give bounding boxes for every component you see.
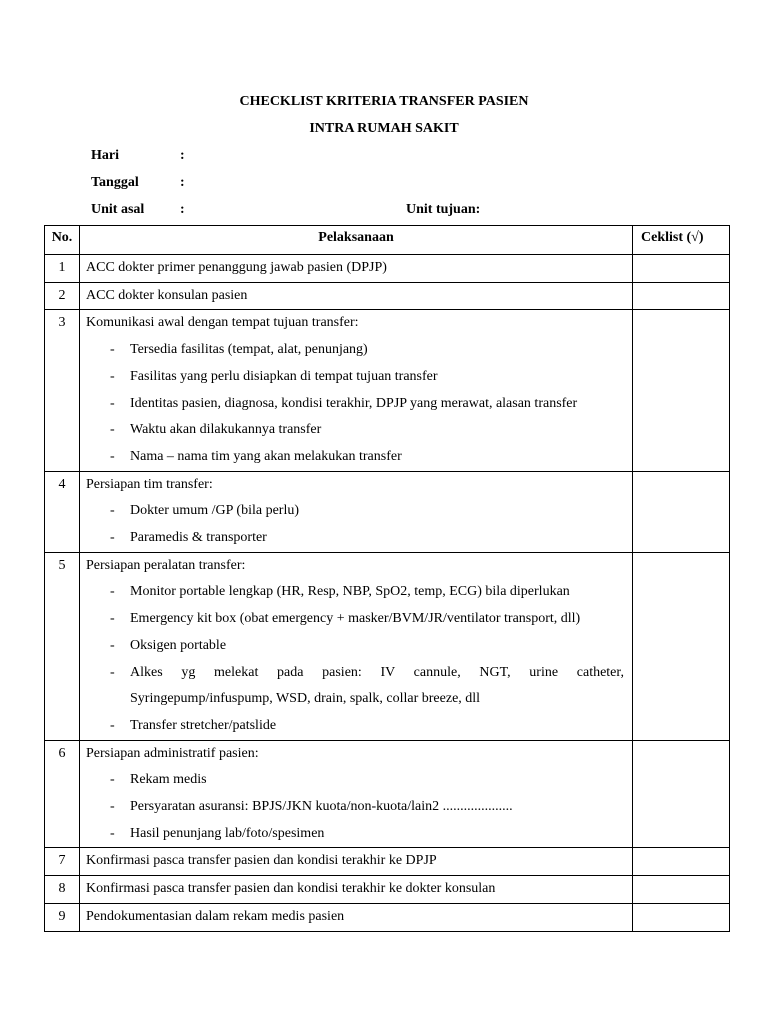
row-text: Konfirmasi pasca transfer pasien dan kondisi terakhir ke DPJP: [80, 848, 633, 876]
table-header-row: [45, 226, 730, 255]
ceklist-cell[interactable]: [633, 903, 730, 931]
bullet-dash: -: [110, 530, 115, 546]
bullet-dash: -: [110, 448, 115, 464]
list-item: [86, 821, 624, 848]
unit-asal-colon: :: [180, 202, 185, 217]
row-number: 1: [45, 255, 80, 283]
bullet-dash: -: [110, 368, 115, 384]
list-item: [86, 391, 624, 418]
document-title: CHECKLIST KRITERIA TRANSFER PASIEN: [239, 94, 529, 109]
list-item-text: Syringepump/infuspump, WSD, drain, spalk, collar breeze, dll: [130, 691, 481, 707]
list-item: [86, 579, 624, 606]
tanggal-label: Tanggal: [91, 175, 139, 190]
list-item-text: Rekam medis: [130, 772, 207, 788]
row-content: [80, 310, 633, 471]
list-item-text: Emergency kit box (obat emergency + masker/BVM/JR/ventilator transport, dll): [130, 611, 581, 627]
bullet-dash: -: [110, 422, 115, 438]
row-number: 6: [45, 740, 80, 848]
list-item: [86, 767, 624, 794]
row-text: Persiapan administratif pasien:: [86, 745, 259, 761]
list-item: [86, 525, 624, 552]
bullet-dash: -: [110, 799, 115, 815]
list-item: [86, 660, 624, 687]
bullet-dash: -: [110, 395, 115, 411]
header-ceklist: Ceklist (√): [633, 226, 730, 255]
list-item-text: Hasil penunjang lab/foto/spesimen: [130, 825, 325, 841]
list-item: [86, 364, 624, 391]
table-row: [45, 310, 730, 471]
list-item-text: Waktu akan dilakukannya transfer: [130, 422, 322, 438]
table-row: [45, 471, 730, 552]
list-item-text: Alkes yg melekat pada pasien: IV cannule, NGT, urine catheter,: [130, 664, 624, 680]
table-row: [45, 282, 730, 310]
row-number: 7: [45, 848, 80, 876]
bullet-dash: -: [110, 503, 115, 519]
row-number: 5: [45, 552, 80, 740]
table-row: [45, 552, 730, 740]
row-text: Persiapan tim transfer:: [86, 476, 213, 492]
bullet-dash: -: [110, 664, 115, 680]
list-item-text: Nama – nama tim yang akan melakukan transfer: [130, 448, 402, 464]
list-item: [86, 417, 624, 444]
list-item-text: Dokter umum /GP (bila perlu): [130, 503, 300, 519]
row-content: [80, 740, 633, 848]
list-item-text: Fasilitas yang perlu disiapkan di tempat tujuan transfer: [130, 368, 438, 384]
bullet-dash: -: [110, 717, 115, 733]
ceklist-cell[interactable]: [633, 310, 730, 471]
row-content: [80, 552, 633, 740]
list-item: [86, 498, 624, 525]
table-row: [45, 255, 730, 283]
list-item-text: Oksigen portable: [130, 637, 227, 653]
ceklist-cell[interactable]: [633, 282, 730, 310]
ceklist-cell[interactable]: [633, 876, 730, 904]
list-item: [86, 633, 624, 660]
ceklist-cell[interactable]: [633, 740, 730, 848]
list-item: [86, 606, 624, 633]
row-content: [80, 471, 633, 552]
list-item-text: Identitas pasien, diagnosa, kondisi terakhir, DPJP yang merawat, alasan transfer: [130, 395, 578, 411]
row-text: Konfirmasi pasca transfer pasien dan kondisi terakhir ke dokter konsulan: [80, 876, 633, 904]
checklist-table: [44, 225, 730, 932]
header-no: No.: [45, 226, 80, 255]
list-item-text: Monitor portable lengkap (HR, Resp, NBP, SpO2, temp, ECG) bila diperlukan: [130, 584, 570, 600]
table-row: [45, 740, 730, 848]
ceklist-cell[interactable]: [633, 848, 730, 876]
table-row: [45, 848, 730, 876]
ceklist-cell[interactable]: [633, 471, 730, 552]
bullet-dash: -: [110, 342, 115, 358]
row-text: ACC dokter primer penanggung jawab pasien (DPJP): [80, 255, 633, 283]
list-item-text: Paramedis & transporter: [130, 530, 267, 546]
row-number: 4: [45, 471, 80, 552]
bullet-dash: -: [110, 637, 115, 653]
hari-colon: :: [180, 148, 185, 163]
ceklist-cell[interactable]: [633, 552, 730, 740]
row-text: Komunikasi awal dengan tempat tujuan transfer:: [86, 315, 359, 331]
row-text: Persiapan peralatan transfer:: [86, 557, 246, 573]
header-pelaksanaan: Pelaksanaan: [80, 226, 633, 255]
row-text: ACC dokter konsulan pasien: [80, 282, 633, 310]
list-item-text: Transfer stretcher/patslide: [130, 717, 277, 733]
tanggal-colon: :: [180, 175, 185, 190]
bullet-dash: -: [110, 772, 115, 788]
bullet-dash: -: [110, 584, 115, 600]
list-item: [86, 444, 624, 471]
list-item-text: Tersedia fasilitas (tempat, alat, penunjang): [130, 342, 368, 358]
row-number: 8: [45, 876, 80, 904]
list-item-text: Persyaratan asuransi: BPJS/JKN kuota/non-kuota/lain2 ....................: [130, 799, 513, 815]
row-number: 3: [45, 310, 80, 471]
table-row: [45, 903, 730, 931]
document-subtitle: INTRA RUMAH SAKIT: [309, 121, 459, 136]
list-item: [86, 794, 624, 821]
list-item: [86, 713, 624, 740]
list-item: [86, 337, 624, 364]
unit-asal-label: Unit asal: [91, 202, 145, 217]
bullet-dash: -: [110, 611, 115, 627]
row-text: Pendokumentasian dalam rekam medis pasien: [80, 903, 633, 931]
row-number: 9: [45, 903, 80, 931]
unit-tujuan-label: Unit tujuan:: [406, 202, 481, 217]
hari-label: Hari: [91, 148, 119, 163]
list-item-continuation: [86, 686, 624, 713]
bullet-dash: -: [110, 825, 115, 841]
ceklist-cell[interactable]: [633, 255, 730, 283]
table-row: [45, 876, 730, 904]
row-number: 2: [45, 282, 80, 310]
